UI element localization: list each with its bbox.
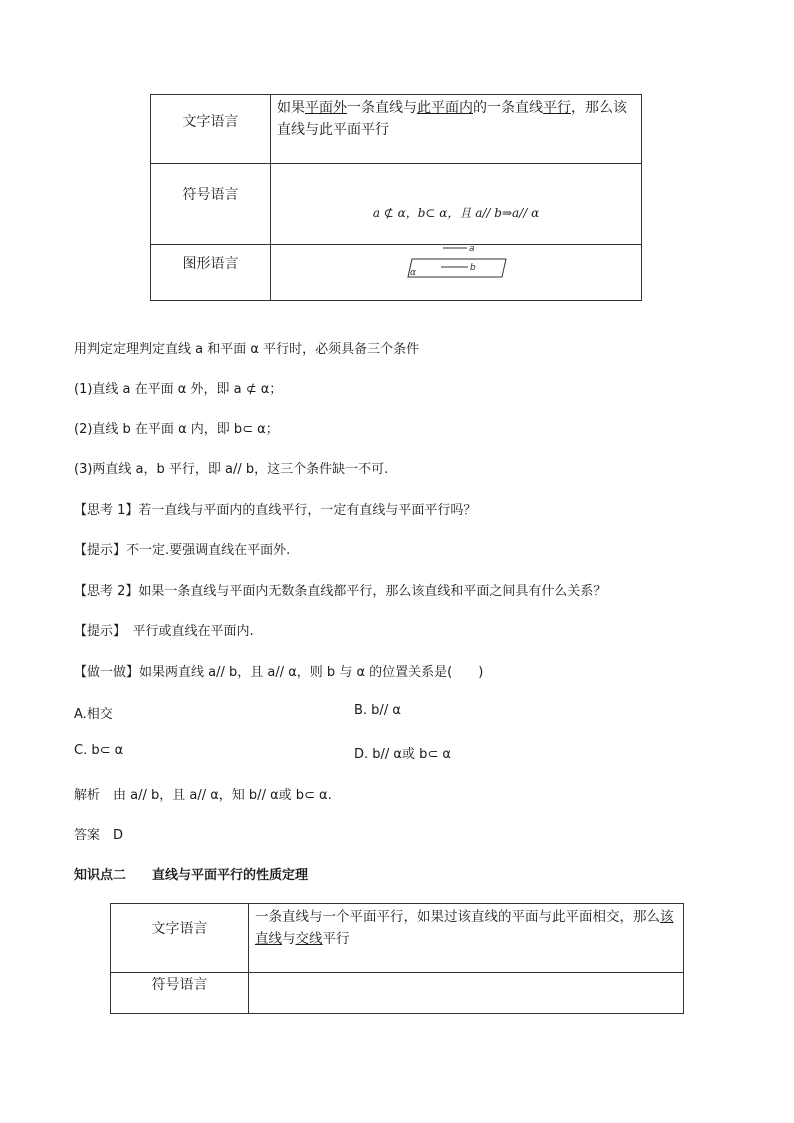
think-question-1: 【思考 1】若一直线与平面内的直线平行，一定有直线与平面平行吗？ bbox=[74, 503, 477, 518]
table-row bbox=[111, 904, 684, 973]
theorem-table bbox=[150, 94, 642, 301]
table-label-cell bbox=[111, 973, 249, 1014]
plane-alpha bbox=[408, 259, 506, 277]
option-b: B. b// α bbox=[354, 703, 401, 718]
condition-1: (1)直线 a 在平面 α 外，即 a ⊄ α； bbox=[74, 382, 283, 397]
table-row bbox=[151, 164, 642, 245]
condition-2: (2)直线 b 在平面 α 内，即 b⊂ α； bbox=[74, 422, 279, 437]
row-label: 文字语言 bbox=[182, 114, 239, 130]
row-label: 图形语言 bbox=[182, 256, 239, 272]
table-row bbox=[111, 973, 684, 1014]
table-row bbox=[151, 95, 642, 164]
intro-text: 用判定定理判定直线 a 和平面 α 平行时，必须具备三个条件 bbox=[74, 342, 420, 357]
row-label: 文字语言 bbox=[151, 921, 208, 937]
solution-text: 解析 由 a// b，且 a// α，知 b// α或 b⊂ α. bbox=[74, 788, 332, 803]
table-content-cell bbox=[271, 164, 642, 245]
hint-1: 【提示】不一定.要强调直线在平面外. bbox=[74, 543, 291, 558]
table-label-cell bbox=[151, 164, 271, 245]
label-alpha: α bbox=[410, 268, 416, 278]
answer-text: 答案 D bbox=[74, 828, 124, 843]
table-label-cell bbox=[151, 245, 271, 301]
row-label: 符号语言 bbox=[182, 187, 239, 203]
table-label-cell bbox=[151, 95, 271, 164]
symbol-formula: a ⊄ α，b⊂ α，且 a// b⇒a// α bbox=[372, 206, 540, 220]
condition-3: (3)两直线 a，b 平行，即 a// b，这三个条件缺一不可. bbox=[74, 462, 389, 477]
label-a: a bbox=[469, 245, 475, 254]
hint-2: 【提示】 平行或直线在平面内. bbox=[74, 624, 254, 639]
table-row bbox=[151, 245, 642, 301]
try-question: 【做一做】如果两直线 a// b，且 a// α，则 b 与 α 的位置关系是( ) bbox=[74, 665, 484, 680]
table-content-cell bbox=[271, 245, 642, 301]
label-b: b bbox=[470, 263, 476, 273]
think-question-2: 【思考 2】如果一条直线与平面内无数条直线都平行，那么该直线和平面之间具有什么关系？ bbox=[74, 584, 607, 599]
table-content-cell bbox=[249, 973, 684, 1014]
text-language-content: 如果平面外一条直线与此平面内的一条直线平行，那么该直线与此平面平行 bbox=[277, 100, 627, 138]
option-c: C. b⊂ α bbox=[74, 743, 124, 758]
row-label: 符号语言 bbox=[151, 977, 208, 993]
text-language-content: 一条直线与一个平面平行，如果过该直线的平面与此平面相交，那么该直线与交线平行 bbox=[255, 909, 674, 947]
option-d: D. b// α或 b⊂ α bbox=[354, 747, 451, 762]
table-content-cell bbox=[249, 904, 684, 973]
parallel-figure bbox=[396, 245, 516, 285]
option-a: A.相交 bbox=[74, 707, 113, 722]
table-label-cell bbox=[111, 904, 249, 973]
section-heading: 知识点二 直线与平面平行的性质定理 bbox=[74, 868, 309, 883]
table-content-cell bbox=[271, 95, 642, 164]
property-table bbox=[110, 903, 684, 1014]
